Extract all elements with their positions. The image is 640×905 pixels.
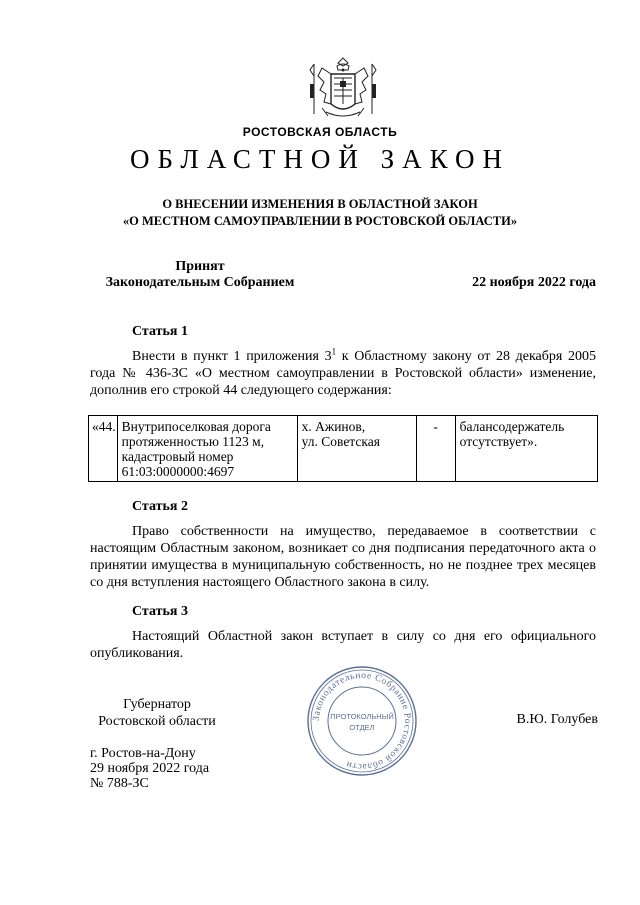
- adoption-block: [92, 259, 308, 291]
- property-name-line: протяженностью 1123 м,: [121, 434, 265, 449]
- row-number: «44.: [92, 419, 116, 434]
- place-date: 29 ноября 2022 года: [90, 761, 210, 776]
- document-type: ОБЛАСТНОЙ ЗАКОН: [130, 144, 510, 174]
- holder-cell: [455, 416, 597, 482]
- region-name: РОСТОВСКАЯ ОБЛАСТЬ: [242, 125, 398, 139]
- address-line: ул. Советская: [301, 434, 380, 449]
- dash-cell: [416, 416, 455, 482]
- article-1-text-part1: Внести в пункт 1 приложения 3: [132, 349, 332, 364]
- dash-value: -: [433, 419, 438, 434]
- property-name-line: 61:03:0000000:4697: [121, 464, 235, 479]
- article-1-superscript: 1: [331, 346, 337, 357]
- article-3-heading: Статья 3: [132, 604, 188, 619]
- table-row: [89, 416, 598, 482]
- property-name-line: кадастровый номер: [121, 449, 234, 464]
- place-city: г. Ростов-на-Дону: [90, 746, 196, 761]
- protocol-department-stamp: [305, 664, 419, 778]
- signatory-title-line-2: Ростовской области: [98, 714, 216, 729]
- stamp-ring-text: Законодательное Собрание Ростовской области: [311, 670, 413, 772]
- address-cell: [297, 416, 416, 482]
- amendment-table: [88, 415, 598, 482]
- signatory-name: В.Ю. Голубев: [516, 712, 598, 727]
- signatory-title: [92, 696, 222, 730]
- holder-line: отсутствует».: [459, 434, 538, 449]
- subject-line-2: «О МЕСТНОМ САМОУПРАВЛЕНИИ В РОСТОВСКОЙ ОБЛАСТИ»: [122, 214, 518, 228]
- address-line: х. Ажинов,: [301, 419, 366, 434]
- subject-line-1: О ВНЕСЕНИИ ИЗМЕНЕНИЯ В ОБЛАСТНОЙ ЗАКОН: [162, 197, 478, 211]
- rostov-coat-of-arms-icon: [304, 54, 382, 126]
- adoption-date: 22 ноября 2022 года: [472, 275, 596, 290]
- signatory-title-line-1: Губернатор: [123, 697, 191, 712]
- place-date-block: [90, 746, 209, 791]
- article-1-text: [90, 348, 596, 399]
- adoption-line-2: Законодательным Собранием: [105, 275, 295, 290]
- holder-line: балансодержатель: [459, 419, 565, 434]
- stamp-center-line-1: ПРОТОКОЛЬНЫЙ: [330, 712, 394, 721]
- property-name-line: Внутрипоселковая дорога: [121, 419, 271, 434]
- document-subject: [0, 196, 640, 230]
- article-3-text: Настоящий Областной закон вступает в силу со дня его официального опубликования.: [90, 629, 596, 661]
- property-name-cell: [117, 416, 297, 482]
- article-1-heading: Статья 1: [132, 324, 188, 339]
- article-2-heading: Статья 2: [132, 499, 188, 514]
- adoption-line-1: Принят: [175, 259, 225, 274]
- stamp-center-line-2: ОТДЕЛ: [349, 723, 375, 732]
- row-number-cell: [89, 416, 118, 482]
- article-2-text: Право собственности на имущество, передаваемое в соответствии с настоящим Областным законом, возникает со дня подписания передаточного акта о принятии имущества в муниципальную собственность, но не позднее трех месяцев со дня вступления настоящего Областного закона в силу.: [90, 524, 596, 590]
- article-1-text-part2: к Областному закону от 28 декабря 2005 года № 436-ЗС «О местном самоуправлении в Ростовской области» изменение, дополнив его строкой 44 следующего содержания:: [90, 349, 596, 398]
- law-number: № 788-ЗС: [90, 776, 149, 791]
